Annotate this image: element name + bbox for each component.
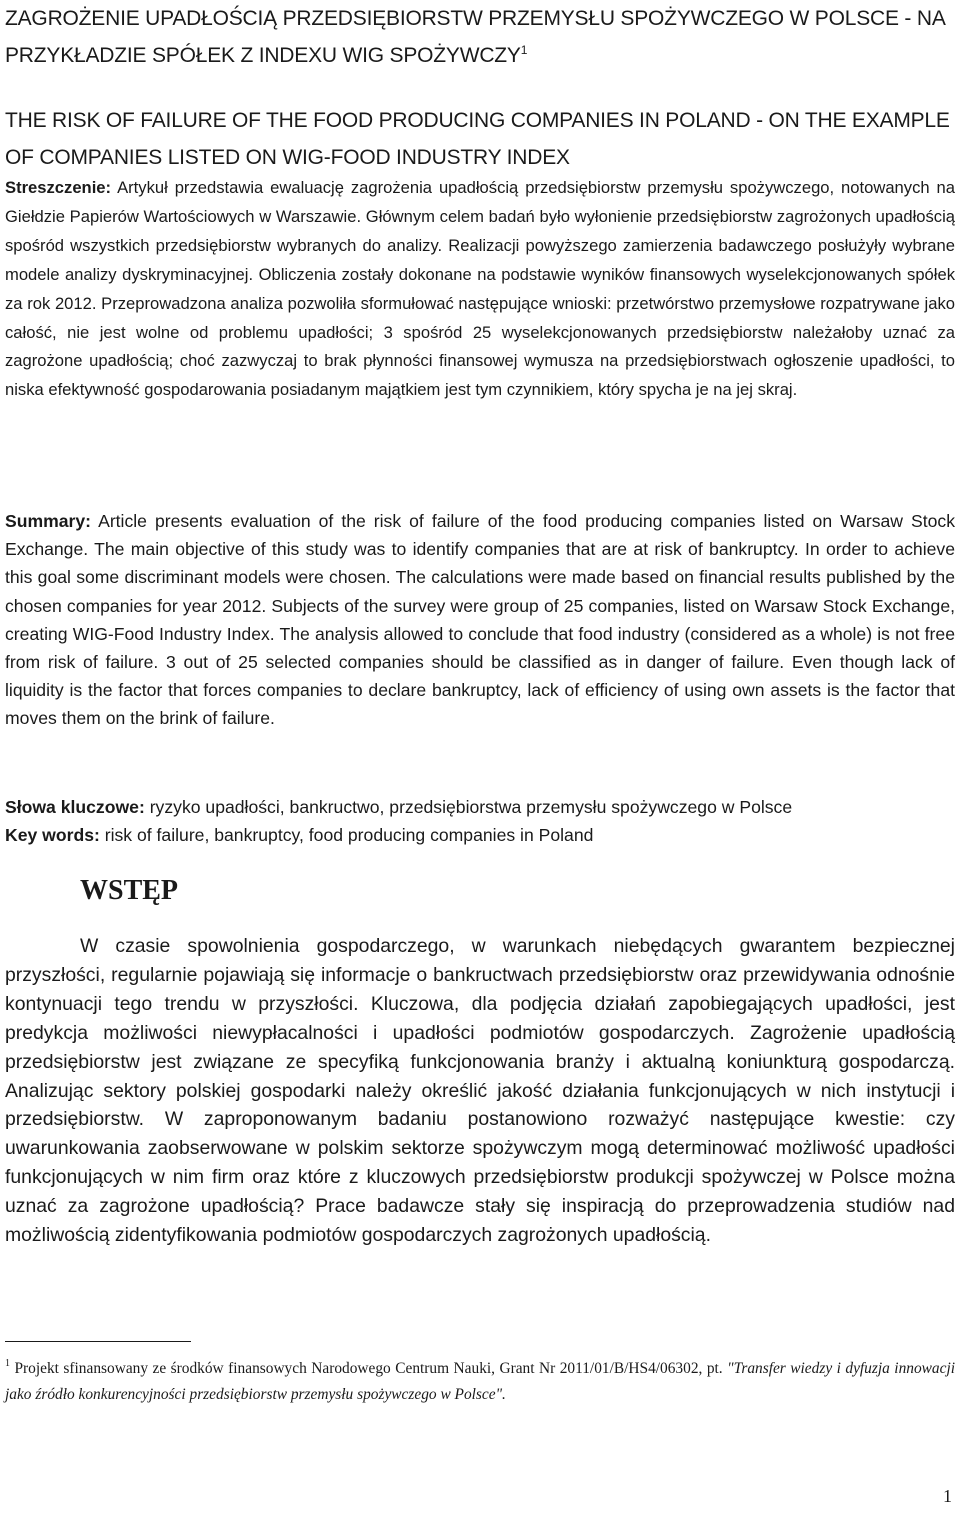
abstract-english-label: Summary:: [5, 511, 92, 531]
footnote-divider: [5, 1341, 191, 1342]
footnote-italic-title: "Transfer wiedzy i dyfuzja innowacji jako źródło konkurencyjności przedsiębiorstw przemysłu spożywczego w Polsce".: [5, 1360, 956, 1403]
footnote: [5, 1356, 955, 1408]
footnote-text: Projekt sfinansowany ze środków finansowych Narodowego Centrum Nauki, Grant Nr 2011/01/B/HS4/06302, pt.: [14, 1360, 723, 1377]
keywords-english-text: risk of failure, bankruptcy, food producing companies in Poland: [104, 825, 594, 845]
section-heading-intro: WSTĘP: [80, 875, 179, 906]
keywords-polish-text: ryzyko upadłości, bankructwo, przedsiębiorstwa przemysłu spożywczego w Polsce: [149, 797, 793, 817]
abstract-polish-label: Streszczenie:: [5, 178, 112, 197]
keywords-polish-label: Słowa kluczowe:: [5, 797, 145, 817]
abstract-english: [5, 507, 955, 733]
keywords-english: [5, 821, 955, 849]
title-footnote-marker[interactable]: 1: [520, 43, 528, 57]
abstract-polish: [5, 174, 955, 405]
title-polish-text: ZAGROŻENIE UPADŁOŚCIĄ PRZEDSIĘBIORSTW PRZEMYSŁU SPOŻYWCZEGO W POLSCE - NA PRZYKŁADZIE SPÓŁEK Z INDEXU WIG SPOŻYWCZY: [5, 7, 945, 67]
title-english: THE RISK OF FAILURE OF THE FOOD PRODUCING COMPANIES IN POLAND - ON THE EXAMPLE OF COMPANIES LISTED ON WIG-FOOD INDUSTRY INDEX: [5, 109, 950, 169]
intro-paragraph: W czasie spowolnienia gospodarczego, w warunkach niebędących gwarantem bezpiecznej przyszłości, regularnie pojawiają się informacje o bankructwach przedsiębiorstw oraz przewidywania odnośnie kontynuacji tego trendu w przyszłości. Kluczowa, dla podjęcia działań zapobiegających upadłości, jest predykcja możliwości niewypłacalności i upadłości podmiotów gospodarczych. Zagrożenie upadłością przedsiębiorstw jest związane ze specyfiką funkcjonowania branży i aktualną koniunkturą gospodarczą. Analizując sektory polskiej gospodarki należy określić jakość działania funkcjonujących w nich instytucji i przedsiębiorstw. W zaproponowanym badaniu postanowiono rozważyć następujące kwestie: czy uwarunkowania zaobserwowane w polskim sektorze spożywczym mogą determinować możliwość upadłości funkcjonujących w nim firm oraz które z kluczowych przedsiębiorstw produkcji spożywczej w Polsce można uznać za zagrożone upadłością? Prace badawcze stały się inspiracją do przeprowadzenia studiów nad możliwością zidentyfikowania podmiotów gospodarczych zagrożonych upadłością.: [5, 935, 955, 1247]
footnote-marker: 1: [5, 1358, 10, 1369]
title-polish: [5, 0, 955, 74]
keywords-english-label: Key words:: [5, 825, 100, 845]
keywords-polish: [5, 793, 955, 821]
abstract-polish-text: Artykuł przedstawia ewaluację zagrożenia upadłością przedsiębiorstw przemysłu spożywczego, notowanych na Giełdzie Papierów Wartościowych w Warszawie. Głównym celem badań było wyłonienie przedsiębiorstw zagrożonych upadłością spośród wszystkich przedsiębiorstw wybranych do analizy. Realizacji powyższego zamierzenia badawczego posłużyły wybrane modele analizy dyskryminacyjnej. Obliczenia zostały dokonane na podstawie wyników finansowych wyselekcjonowanych spółek za rok 2012. Przeprowadzona analiza pozwoliła sformułować następujące wnioski: przetwórstwo przemysłowe rozpatrywane jako całość, nie jest wolne od problemu upadłości; 3 spośród 25 wyselekcjonowanych przedsiębiorstw należałoby uznać za zagrożone upadłością; choć zazwyczaj to brak płynności finansowej wymusza na przedsiębiorstwach ogłoszenie upadłości, to niska efektywność gospodarowania posiadanym majątkiem jest tym czynnikiem, który spycha je na jej skraj.: [5, 178, 955, 400]
page-number: 1: [943, 1486, 952, 1506]
abstract-english-text: Article presents evaluation of the risk of failure of the food producing companies listed on Warsaw Stock Exchange. The main objective of this study was to identify companies that are at risk of bankruptcy. In order to achieve this goal some discriminant models were chosen. The calculations were made based on financial results published by the chosen companies for year 2012. Subjects of the survey were group of 25 companies, listed on Warsaw Stock Exchange, creating WIG-Food Industry Index. The analysis allowed to conclude that food industry (considered as a whole) is not free from risk of failure. 3 out of 25 selected companies should be classified as in danger of failure. Even though lack of liquidity is the factor that forces companies to declare bankruptcy, lack of efficiency of using own assets is the factor that moves them on the brink of failure.: [5, 511, 955, 729]
